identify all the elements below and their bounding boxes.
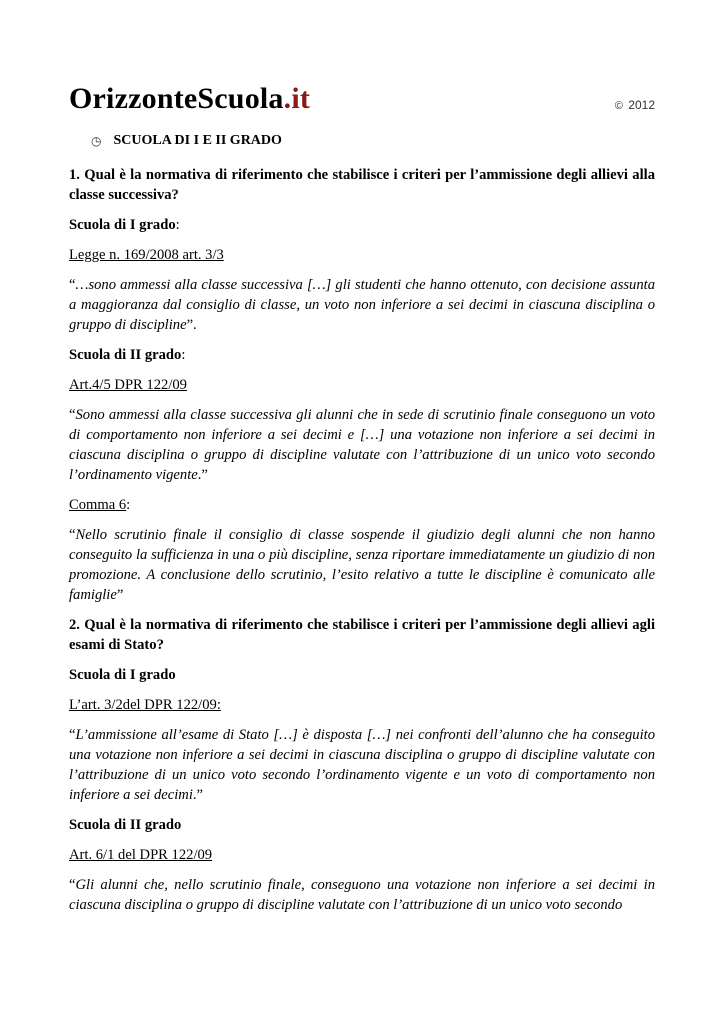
quote-open: “ (69, 277, 76, 293)
quote-close: ”. (186, 317, 197, 333)
q1-school-2-heading (69, 345, 655, 365)
quote-text: Nello scrutinio finale il consiglio di classe sospende il giudizio degli alunni che non hanno conseguito la sufficienza in una o più discipline, senza riportare immediatamente un giudizio di non promozione. A conclusione dello scrutinio, l’esito relativo a tutte le discipline è comunicato alle famiglie (69, 527, 655, 603)
question-2: 2. Qual è la normativa di riferimento che stabilisce i criteri per l’ammissione degli allievi agli esami di Stato? (69, 617, 655, 653)
quote-text: …sono ammessi alla classe successiva […] gli studenti che hanno ottenuto, con decisione assunta a maggioranza dal consiglio di classe, un voto non inferiore a sei decimi in ciascuna disciplina o gruppo di discipline (69, 277, 655, 333)
quote-close: .” (192, 787, 204, 803)
site-logo (69, 82, 310, 116)
q1-reference-2-text: Art.4/5 DPR 122/09 (69, 377, 187, 393)
quote-text: Sono ammessi alla classe successiva gli alunni che in sede di scrutinio finale conseguono un voto di comportamento non inferiore a sei decimi e […] una votazione non inferiore a sei decimi in ciascuna disciplina o gruppo di discipline valutate con l’attribuzione di un unico voto secondo l’ordinamento vigente (69, 407, 655, 483)
quote-open: “ (69, 527, 76, 543)
q1-quote-3 (69, 525, 655, 605)
quote-text: Gli alunni che, nello scrutinio finale, conseguono una votazione non inferiore a sei decimi in ciascuna disciplina o gruppo di discipline valutate con l’attribuzione di un unico voto secondo (69, 877, 655, 913)
q1-reference-1 (69, 245, 655, 265)
q1-school-1-label: Scuola di I grado (69, 217, 176, 233)
q1-quote-2 (69, 405, 655, 485)
quote-open: “ (69, 727, 76, 743)
question-1: 1. Qual è la normativa di riferimento che stabilisce i criteri per l’ammissione degli allievi alla classe successiva? (69, 167, 655, 203)
copyright-icon: © (614, 100, 623, 112)
logo-main: OrizzonteScuola (69, 82, 284, 115)
q1-school-2-colon: : (181, 347, 186, 363)
q1-quote-1 (69, 275, 655, 335)
section-heading (69, 131, 655, 151)
q1-reference-2 (69, 375, 655, 395)
quote-text: L’ammissione all’esame di Stato […] è disposta […] nei confronti dell’alunno che ha conseguito una votazione non inferiore a sei decimi in ciascuna disciplina o gruppo di discipline valutate con l’attribuzione di un unico voto secondo l’ordinamento vigente e un voto di comportamento non inferiore a sei decimi (69, 727, 655, 803)
q2-reference-2 (69, 845, 655, 865)
q1-school-1-heading (69, 215, 655, 235)
header (69, 82, 655, 122)
section-title: SCUOLA DI I E II GRADO (113, 133, 282, 148)
q1-school-2-label: Scuola di II grado (69, 347, 182, 363)
q2-reference-1 (69, 695, 655, 715)
logo-suffix: .it (283, 82, 311, 115)
quote-open: “ (69, 407, 76, 423)
q1-reference-1-text: Legge n. 169/2008 art. 3/3 (69, 247, 224, 263)
document-body (69, 131, 655, 925)
quote-open: “ (69, 877, 76, 893)
quote-close: .” (197, 467, 208, 483)
year-text: 2012 (628, 98, 655, 112)
quote-close: ” (116, 587, 124, 603)
clock-icon: ◷ (91, 134, 102, 148)
q2-school-2-heading: Scuola di II grado (69, 817, 182, 833)
q2-quote-2 (69, 875, 655, 915)
q2-reference-1-text: L’art. 3/2del DPR 122/09: (69, 697, 221, 713)
q1-reference-3 (69, 495, 655, 515)
copyright-year (615, 98, 655, 112)
q1-reference-3-text: Comma 6 (69, 497, 127, 513)
q1-school-1-colon: : (175, 217, 180, 233)
q2-reference-2-text: Art. 6/1 del DPR 122/09 (69, 847, 213, 863)
q2-quote-1 (69, 725, 655, 805)
q2-school-1-heading: Scuola di I grado (69, 667, 176, 683)
q1-reference-3-colon: : (126, 497, 131, 513)
